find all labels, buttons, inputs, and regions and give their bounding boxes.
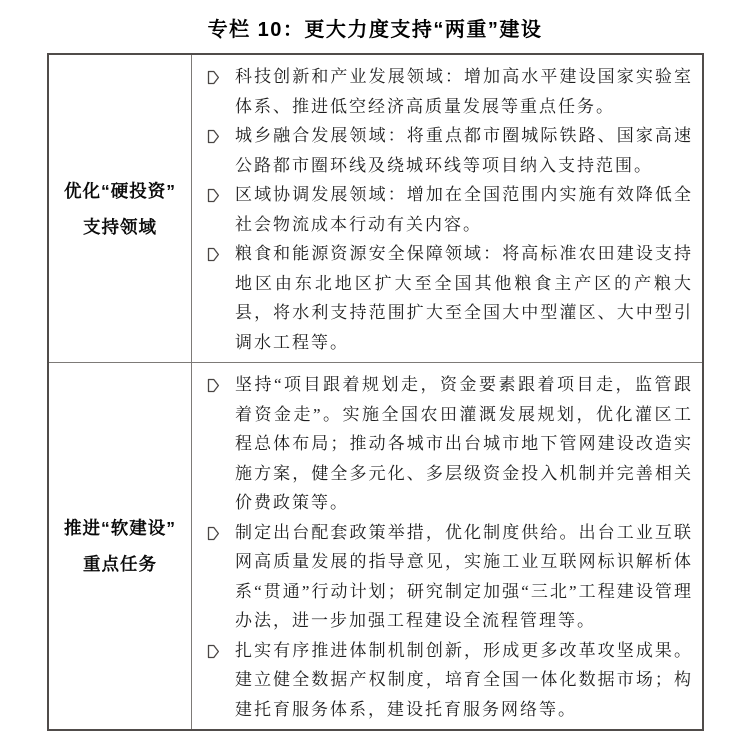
- pentagon-arrow-bullet-icon: [206, 239, 235, 262]
- bullet-text: 坚持“项目跟着规划走，资金要素跟着项目走，监管跟着资金走”。实施全国农田灌溉发展规划，优化灌区工程总体布局；推动各城市出台城市地下管网建设改造实施方案，健全多元化、多层级资金投入机制并完善相关价费政策等。: [235, 375, 693, 512]
- bullet-text: 粮食和能源资源安全保障领域：将高标准农田建设支持地区由东北地区扩大至全国其他粮食主产区的产粮大县，将水利支持范围扩大至全国大中型灌区、大中型引调水工程等。: [235, 244, 693, 352]
- list-item: [206, 180, 693, 239]
- list-item: [206, 121, 693, 180]
- pentagon-arrow-bullet-icon: [206, 121, 235, 144]
- row-label-line: 重点任务: [83, 554, 157, 574]
- table-row-hard-investment: [49, 55, 702, 362]
- list-item: [206, 62, 693, 121]
- pentagon-arrow-bullet-icon: [206, 370, 235, 393]
- table-row-soft-construction: [49, 362, 702, 729]
- policy-table: [47, 53, 704, 731]
- bullet-text: 扎实有序推进体制机制创新，形成更多改革攻坚成果。建立健全数据产权制度，培育全国一体化数据市场；构建托育服务体系，建设托育服务网络等。: [235, 640, 693, 719]
- pentagon-arrow-bullet-icon: [206, 636, 235, 659]
- pentagon-arrow-bullet-icon: [206, 180, 235, 203]
- list-item: [206, 370, 693, 518]
- row-label-line: 支持领域: [83, 216, 157, 237]
- list-item: [206, 636, 693, 725]
- row-content-hard-investment: [192, 55, 702, 362]
- bullet-text: 区域协调发展领域：增加在全国范围内实施有效降低全社会物流成本行动有关内容。: [235, 185, 693, 234]
- list-item: [206, 239, 693, 357]
- pentagon-arrow-bullet-icon: [206, 518, 235, 541]
- row-label-soft-construction: [49, 363, 192, 729]
- list-item: [206, 518, 693, 636]
- page-title: 专栏 10：更大力度支持“两重”建设: [207, 19, 543, 41]
- bullet-text: 城乡融合发展领域：将重点都市圈城际铁路、国家高速公路都市圈环线及绕城环线等项目纳入支持范围。: [235, 126, 693, 175]
- bullet-text: 科技创新和产业发展领域：增加高水平建设国家实验室体系、推进低空经济高质量发展等重点任务。: [235, 67, 693, 116]
- pentagon-arrow-bullet-icon: [206, 62, 235, 85]
- bullet-text: 制定出台配套政策举措，优化制度供给。出台工业互联网高质量发展的指导意见，实施工业互联网标识解析体系“贯通”行动计划；研究制定加强“三北”工程建设管理办法，进一步加强工程建设全流程管理等。: [235, 522, 693, 630]
- row-label-line: 优化“硬投资”: [64, 180, 176, 201]
- row-label-line: 推进“软建设”: [64, 518, 176, 538]
- row-label-hard-investment: [49, 55, 192, 362]
- row-content-soft-construction: [192, 363, 702, 729]
